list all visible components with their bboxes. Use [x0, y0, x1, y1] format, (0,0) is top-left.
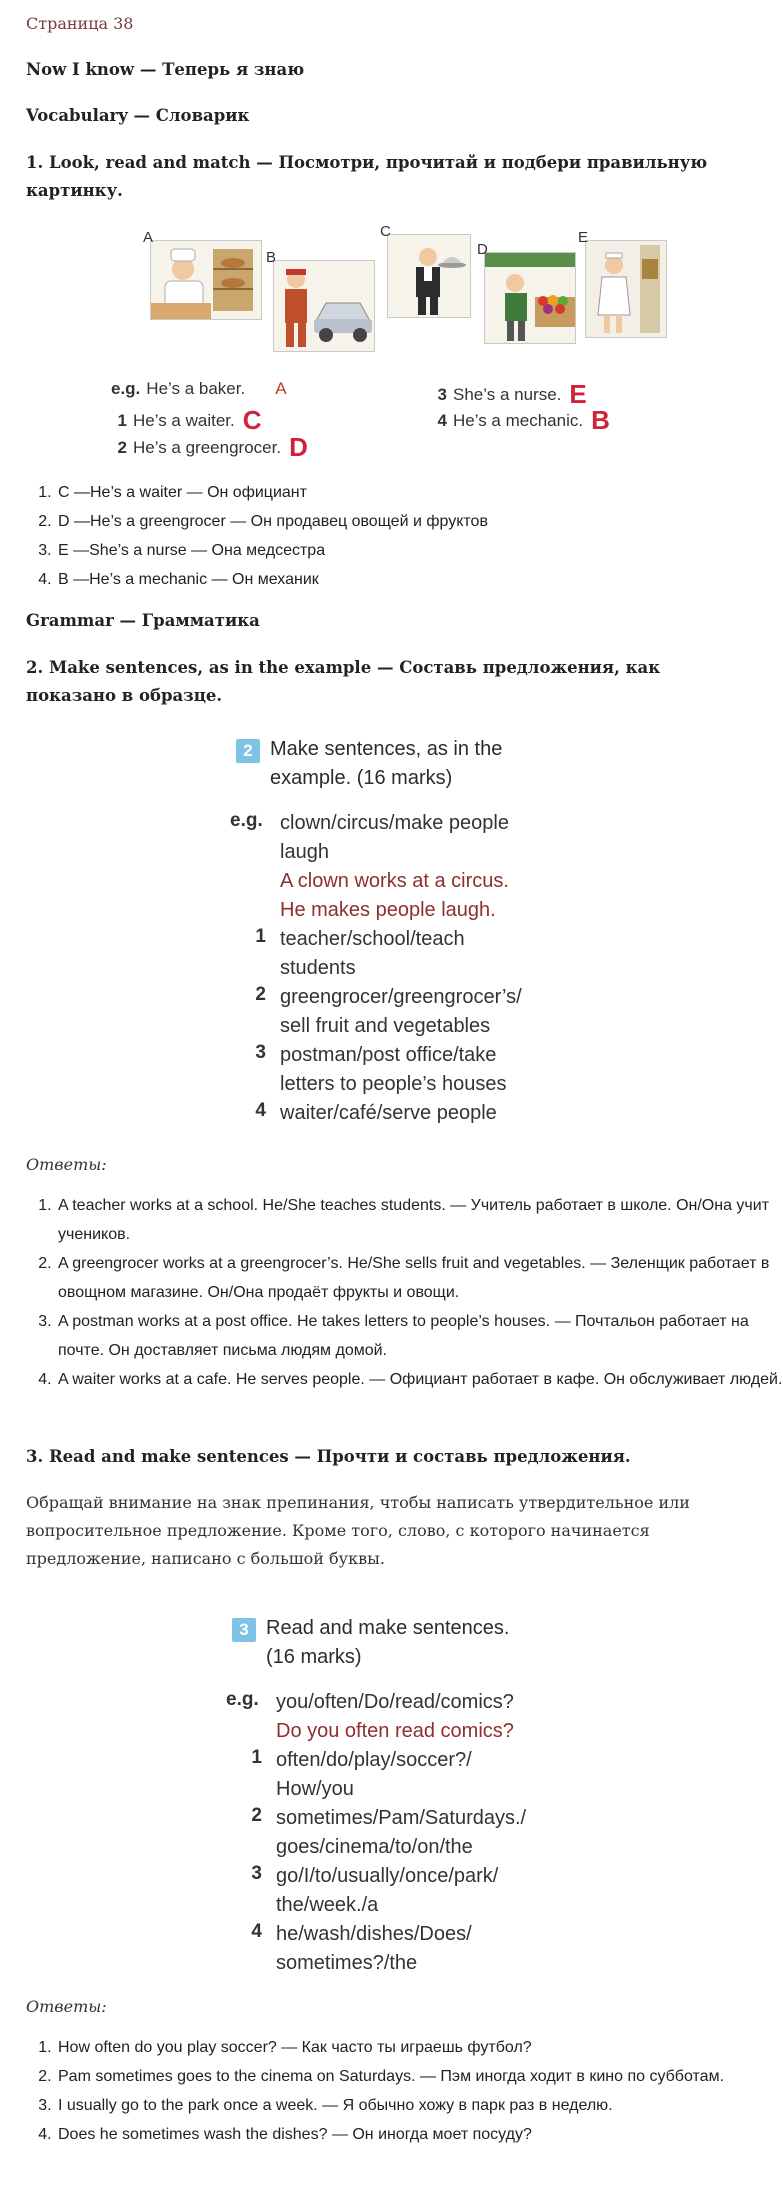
task-number-badge: 2: [236, 739, 260, 763]
item-line1: sometimes/Pam/Saturdays./: [276, 1807, 527, 1829]
list-item: 2. A greengrocer works at a greengrocer’s. He/She sells fruit and vegetables. — Зеленщик работает в овощном магазине. Он/Она продаёт фрукты и овощи.: [56, 1249, 783, 1307]
item-line2: letters to people’s houses: [280, 1073, 507, 1095]
item-text: He’s a waiter.: [133, 411, 235, 430]
task3-answers-list: [26, 2033, 783, 2149]
item-text: She’s a nurse.: [453, 385, 562, 404]
list-item: 4. A waiter works at a cafe. He serves people. — Официант работает в кафе. Он обслуживает людей.: [56, 1365, 783, 1394]
task2-answers-list: [26, 1191, 783, 1394]
list-item: 3. A postman works at a post office. He takes letters to people’s houses. — Почтальон работает на почте. Он доставляет письма людям домой.: [56, 1307, 783, 1365]
item-number: 3: [255, 1042, 266, 1063]
task2-title: [26, 654, 660, 710]
item-number: 4: [251, 1921, 262, 1942]
item-line1: go/I/to/usually/once/park/: [276, 1865, 499, 1887]
item-line1: teacher/school/teach: [280, 928, 465, 950]
item-line2: students: [280, 957, 356, 979]
mechanic-illustration: [274, 261, 374, 351]
item-number: 2: [117, 438, 127, 457]
eg-line1: clown/circus/make people: [280, 812, 509, 834]
picture-nurse: [578, 229, 667, 338]
item-number: 1: [251, 1747, 262, 1768]
heading-grammar: Grammar — Грамматика: [26, 611, 260, 630]
example-answer: A: [275, 379, 287, 398]
item-line2: sometimes?/the: [276, 1952, 418, 1974]
task1-example: [111, 379, 287, 399]
item-number: 2: [251, 1805, 262, 1826]
task3-answers-label: Ответы:: [26, 1997, 107, 2016]
baker-illustration: [151, 241, 261, 319]
eg-label: e.g.: [230, 810, 263, 831]
item-number: 4: [255, 1100, 266, 1121]
book-title-line1: Make sentences, as in the: [270, 738, 503, 760]
item-number: 1: [255, 926, 266, 947]
eg-line1: you/often/Do/read/comics?: [276, 1691, 514, 1713]
item-text: He’s a greengrocer.: [133, 438, 282, 457]
list-item: 4. Does he sometimes wash the dishes? — Он иногда моет посуду?: [56, 2120, 783, 2149]
item-number: 3: [251, 1863, 262, 1884]
example-text: He’s a baker.: [146, 379, 246, 398]
picture-letter: B: [266, 249, 277, 266]
item-answer: D: [289, 432, 308, 462]
eg-label: e.g.: [226, 1689, 259, 1710]
item-number: 2: [255, 984, 266, 1005]
item-number: 1: [117, 411, 127, 430]
picture-mechanic: [266, 249, 375, 352]
item-number: 4: [437, 411, 447, 430]
task1-title: [26, 149, 707, 205]
picture-letter: A: [143, 229, 154, 246]
task2-title-line2: показано в образце.: [26, 686, 223, 705]
page-label: Страница 38: [26, 14, 134, 33]
book-title-line2: (16 marks): [266, 1646, 362, 1668]
picture-letter: E: [578, 229, 589, 246]
item-line2: the/week./a: [276, 1894, 379, 1916]
task3-intro: Обращай внимание на знак препинания, чтобы написать утвердительное или вопросительное предложение. Кроме того, слово, с которого начинается предложение, написано с большой буквы.: [26, 1493, 690, 1568]
list-item: 3. E —She’s a nurse — Она медсестра: [56, 536, 783, 565]
list-item: 2. Pam sometimes goes to the cinema on Saturdays. — Пэм иногда ходит в кино по субботам.: [56, 2062, 783, 2091]
item-text: He’s a mechanic.: [453, 411, 584, 430]
list-item: 4. B —He’s a mechanic — Он механик: [56, 565, 783, 594]
heading-vocabulary: Vocabulary — Словарик: [26, 106, 250, 125]
item-number: 3: [437, 385, 447, 404]
item-line1: postman/post office/take: [280, 1044, 497, 1066]
list-item: 2. D —He’s a greengrocer — Он продавец овощей и фруктов: [56, 507, 783, 536]
task1-item-2: [105, 432, 308, 463]
picture-greengrocer: [477, 241, 576, 344]
task1-title-line2: картинку.: [26, 181, 123, 200]
task2-answers-label: Ответы:: [26, 1155, 107, 1174]
task2-title-line1: 2. Make sentences, as in the example — Составь предложения, как: [26, 658, 661, 677]
task3-book-excerpt: [226, 1614, 596, 1984]
task1-item-4: [425, 405, 610, 436]
item-answer: B: [591, 405, 610, 435]
task2-book-excerpt: [230, 735, 590, 1135]
list-item: 1. A teacher works at a school. He/She teaches students. — Учитель работает в школе. Он/Она учит учеников.: [56, 1191, 783, 1249]
list-item: 1. How often do you play soccer? — Как часто ты играешь футбол?: [56, 2033, 783, 2062]
book-title-line2: example. (16 marks): [270, 767, 453, 789]
eg-answer2: He makes people laugh.: [280, 899, 496, 921]
task1-title-line1: 1. Look, read and match — Посмотри, прочитай и подбери правильную: [26, 153, 708, 172]
greengrocer-illustration: [485, 253, 575, 343]
picture-letter: C: [380, 223, 391, 240]
task3-title: 3. Read and make sentences — Прочти и составь предложения.: [26, 1447, 631, 1466]
eg-line2: laugh: [280, 841, 329, 863]
item-line2: How/you: [276, 1778, 354, 1800]
picture-letter: D: [477, 241, 488, 258]
waiter-illustration: [388, 235, 470, 317]
item-line2: goes/cinema/to/on/the: [276, 1836, 473, 1858]
picture-baker: [143, 229, 262, 320]
heading-now-i-know: Now I know — Теперь я знаю: [26, 60, 305, 79]
item-answer: E: [569, 379, 587, 409]
eg-answer: Do you often read comics?: [276, 1720, 514, 1742]
item-answer: C: [242, 405, 262, 435]
item-line1: often/do/play/soccer?/: [276, 1749, 472, 1771]
item-line2: sell fruit and vegetables: [280, 1015, 491, 1037]
task-number-badge: 3: [232, 1618, 256, 1642]
item-line1: he/wash/dishes/Does/: [276, 1923, 472, 1945]
eg-answer1: A clown works at a circus.: [280, 870, 509, 892]
nurse-illustration: [586, 241, 666, 337]
list-item: 3. I usually go to the park once a week. — Я обычно хожу в парк раз в неделю.: [56, 2091, 783, 2120]
example-prefix: e.g.: [111, 379, 141, 398]
picture-waiter: [380, 223, 471, 318]
book-title-line1: Read and make sentences.: [266, 1617, 510, 1639]
item-line1: waiter/café/serve people: [280, 1102, 497, 1124]
list-item: 1. C —He’s a waiter — Он официант: [56, 478, 783, 507]
task1-figure: [105, 222, 665, 477]
task1-answers-list: [26, 478, 783, 594]
item-line1: greengrocer/greengrocer’s/: [280, 986, 522, 1008]
